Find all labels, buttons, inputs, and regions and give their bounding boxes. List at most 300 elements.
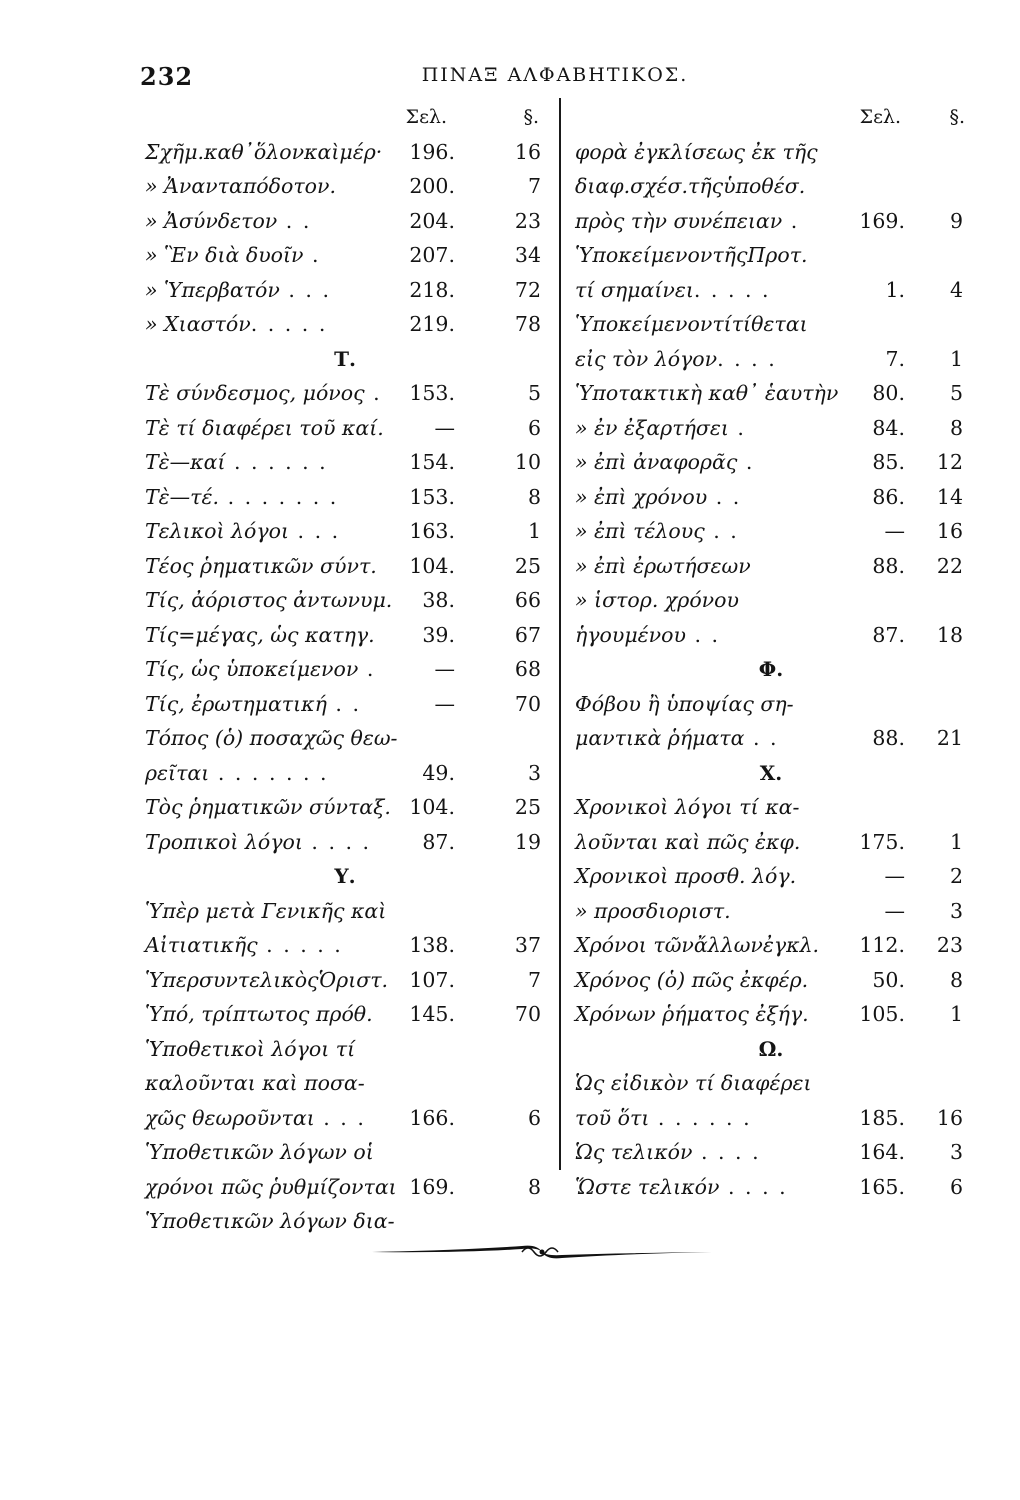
index-entry — [575, 307, 967, 342]
entry-term — [145, 238, 321, 273]
index-entry — [575, 273, 967, 308]
letter-heading-text: Χ. — [759, 760, 783, 785]
index-entry — [575, 445, 967, 480]
entry-section: 72 — [514, 277, 541, 302]
index-entry — [575, 1135, 967, 1170]
index-entry — [575, 618, 967, 653]
entry-page: 50. — [872, 967, 905, 992]
entry-term-text: » Ἀνανταπόδοτον. — [145, 174, 336, 198]
entry-term — [145, 169, 336, 204]
entry-term — [575, 790, 799, 825]
index-entry — [575, 583, 967, 618]
entry-section: 7 — [527, 174, 541, 198]
entry-section: 21 — [936, 726, 963, 750]
entry-section: 68 — [514, 657, 541, 681]
entry-page: 164. — [859, 1140, 905, 1164]
left-column-heading — [145, 100, 545, 135]
entry-term-text: Ὑπὲρ μετὰ Γενικῆς καὶ — [145, 898, 387, 923]
entry-section: 78 — [514, 312, 541, 336]
entry-term-text: Χρονικοὶ προσθ. λόγ. — [575, 864, 797, 888]
entry-term — [575, 204, 799, 239]
leader-dots: . . . . — [719, 1174, 788, 1199]
entry-section: 8 — [527, 1174, 541, 1199]
entry-term-text: » Χιαστόν — [145, 312, 251, 336]
entry-term — [145, 687, 361, 722]
entry-section: 25 — [514, 553, 541, 578]
entry-section: 70 — [514, 691, 541, 716]
entry-term — [145, 1066, 365, 1101]
entry-page: 169. — [859, 208, 905, 233]
index-entry — [145, 411, 545, 446]
index-entry — [145, 825, 545, 860]
index-entry — [575, 342, 967, 377]
entry-section: 1 — [527, 519, 541, 543]
entry-page: — — [434, 415, 455, 440]
index-entry — [575, 238, 967, 273]
entry-page: — — [884, 864, 905, 888]
index-entry — [575, 1066, 967, 1101]
entry-term — [145, 549, 377, 584]
index-entry — [145, 135, 545, 170]
entry-term-text: φορὰ ἐγκλίσεως ἐκ τῆς — [575, 139, 818, 164]
leader-dots: . — [364, 381, 382, 405]
entry-term-text: διαφ.σχέσ.τῆςὑποθέσ. — [575, 174, 806, 198]
entry-page: 38. — [422, 588, 455, 612]
entry-term-text: Χρόνων ῥήματος ἐξήγ. — [575, 1002, 809, 1026]
entry-section: 70 — [514, 1002, 541, 1026]
page-header — [140, 62, 970, 98]
entry-term-text: Ὑποτακτικὴ καθ᾽ ἑαυτὴν — [575, 381, 839, 405]
entry-term — [575, 859, 796, 894]
entry-section: 8 — [949, 415, 963, 440]
index-entry — [145, 997, 545, 1032]
entry-term-text: Ὥστε τελικόν — [575, 1174, 720, 1199]
entry-section: 19 — [514, 829, 541, 854]
entry-term — [145, 790, 391, 825]
entry-section: 67 — [514, 622, 541, 647]
entry-page: 39. — [422, 622, 455, 647]
entry-section: 9 — [949, 208, 963, 233]
leader-dots: . . . . . — [693, 277, 771, 302]
entry-term-text: » προσδιοριστ. — [575, 898, 731, 923]
leader-dots: . . . . . — [257, 933, 343, 957]
letter-heading — [575, 756, 967, 791]
index-entry — [575, 169, 967, 204]
entry-page: 163. — [409, 519, 455, 543]
index-entry — [575, 376, 967, 411]
entry-term — [575, 1135, 761, 1170]
entry-page: 169. — [409, 1174, 455, 1199]
entry-term — [145, 1170, 397, 1205]
entry-term-text: » ἐπὶ ἐρωτήσεων — [575, 553, 751, 578]
entry-term — [575, 445, 754, 480]
entry-term-text: Τελικοὶ λόγοι — [145, 519, 290, 543]
index-entry — [575, 721, 967, 756]
entry-term — [575, 721, 779, 756]
leader-dots: . . . . — [302, 829, 372, 854]
entry-section: 12 — [936, 450, 963, 474]
entry-section: 1 — [949, 346, 963, 371]
entry-page: 1. — [885, 277, 905, 302]
entry-term — [145, 445, 328, 480]
entry-term-text: Τὲ σύνδεσμος, μόνος — [145, 381, 365, 405]
index-entry — [145, 583, 545, 618]
section-heading: §. — [949, 106, 965, 128]
index-entry — [145, 721, 545, 756]
entry-page: 49. — [422, 760, 455, 785]
index-entry — [575, 997, 967, 1032]
entry-term — [575, 514, 739, 549]
entry-term-text: εἰς τὸν λόγον — [575, 346, 718, 371]
right-column — [575, 100, 967, 1204]
entry-term-text: Χρόνος (ὁ) πῶς ἐκφέρ. — [575, 967, 809, 992]
entry-term-text: Τὲ—καί — [145, 450, 226, 474]
entry-term — [145, 307, 327, 342]
entry-term-text: ρεῖται — [145, 760, 210, 785]
entry-page: 87. — [422, 829, 455, 854]
index-entry — [145, 204, 545, 239]
leader-dots: . . . . — [717, 346, 777, 371]
entry-section: 4 — [949, 277, 963, 302]
entry-page: 145. — [409, 1002, 455, 1026]
entry-term-text: » ἐπὶ τέλους — [575, 519, 705, 543]
entry-term — [575, 342, 777, 377]
entry-page: 185. — [859, 1105, 905, 1130]
entry-section: 18 — [936, 622, 963, 647]
index-entry — [575, 135, 967, 170]
entry-term-text: μαντικὰ ῥήματα — [575, 726, 745, 750]
entry-term — [575, 238, 808, 273]
index-entry — [145, 169, 545, 204]
entry-term-text: » ἱστορ. χρόνου — [575, 588, 739, 612]
entry-term-text: ὙποκείμενοντῆςΠροτ. — [575, 243, 808, 267]
letter-heading — [575, 652, 967, 687]
leader-dots: . . . . . . . — [219, 484, 339, 509]
entry-term — [145, 480, 338, 515]
entry-page: 86. — [872, 484, 905, 509]
entry-term-text: πρὸς τὴν συνέπειαν — [575, 208, 783, 233]
index-entry — [145, 1066, 545, 1101]
index-entry — [575, 480, 967, 515]
entry-term-text: Τόπος (ὁ) ποσαχῶς θεω- — [145, 726, 398, 750]
entry-term — [575, 825, 800, 860]
entry-section: 6 — [527, 415, 541, 440]
leader-dots: . . . . . . — [649, 1105, 752, 1130]
entry-term — [575, 549, 751, 584]
leader-dots: . . — [326, 691, 361, 716]
entry-section: 22 — [936, 553, 963, 578]
running-title: ΠΙΝΑΞ ΑΛΦΑΒΗΤΙΚΟΣ. — [421, 64, 689, 86]
leader-dots: . . . — [314, 1105, 366, 1130]
letter-heading-text: Φ. — [758, 657, 784, 681]
entry-term — [575, 480, 741, 515]
index-entry — [145, 273, 545, 308]
entry-page: 200. — [409, 174, 455, 198]
entry-term-text: Τίς, ἐρωτηματική — [145, 691, 327, 716]
entry-section: 16 — [936, 519, 963, 543]
entry-term — [575, 1170, 788, 1205]
entry-term — [145, 1032, 355, 1067]
entry-page: 84. — [872, 415, 905, 440]
index-entry — [145, 894, 545, 929]
entry-term — [575, 997, 809, 1032]
entry-page: — — [434, 657, 455, 681]
leader-dots: . — [358, 657, 376, 681]
entry-page: 153. — [409, 484, 455, 509]
index-entry — [575, 514, 967, 549]
entry-section: 16 — [514, 139, 541, 164]
index-entry — [145, 445, 545, 480]
entry-term-text: Ὑπό, τρίπτωτος πρόθ. — [145, 1002, 373, 1026]
entry-term — [145, 997, 373, 1032]
entry-term-text: Τὲ τί διαφέρει τοῦ καί. — [145, 415, 384, 440]
entry-term-text: Ὡς εἰδικὸν τί διαφέρει — [575, 1071, 812, 1095]
entry-page: 154. — [409, 450, 455, 474]
index-entry — [145, 480, 545, 515]
entry-page: 219. — [409, 312, 455, 336]
entry-term — [575, 411, 746, 446]
entry-term-text: λοῦνται καὶ πῶς ἐκφ. — [575, 829, 801, 854]
entry-section: 25 — [514, 795, 541, 819]
index-entry — [575, 1101, 967, 1136]
entry-term — [575, 687, 794, 722]
entry-page: 7. — [885, 346, 905, 371]
letter-heading — [145, 342, 545, 377]
letter-heading — [145, 859, 545, 894]
entry-page: 88. — [872, 726, 905, 750]
entry-term-text: ἡγουμένου — [575, 622, 686, 647]
entry-term — [145, 514, 340, 549]
index-entry — [575, 411, 967, 446]
entry-term-text: ὙπερσυντελικὸςὉριστ. — [145, 967, 389, 992]
entry-term-text: Τίς, ἀόριστος ἀντωνυμ. — [145, 588, 393, 612]
entry-section: 1 — [949, 829, 963, 854]
column-divider — [559, 98, 561, 1170]
leader-dots: . . . . . . — [225, 450, 328, 474]
index-entry — [575, 859, 967, 894]
entry-term-text: Τίς=μέγας, ὡς κατηγ. — [145, 622, 375, 647]
entry-term-text: Τὸς ῥηματικῶν σύνταξ. — [145, 795, 391, 819]
entry-term — [575, 583, 739, 618]
index-entry — [575, 928, 967, 963]
entry-section: 6 — [949, 1174, 963, 1199]
entry-section: 14 — [936, 484, 963, 509]
entry-section: 2 — [949, 864, 963, 888]
entry-term — [145, 825, 371, 860]
index-entry — [145, 652, 545, 687]
entry-section: 16 — [936, 1105, 963, 1130]
entry-term-text: » Ἀσύνδετον — [145, 208, 278, 233]
index-entry — [575, 204, 967, 239]
entry-term-text: Αἰτιατικῆς — [145, 933, 258, 957]
entry-page: 165. — [859, 1174, 905, 1199]
entry-term-text: Ὑποθετικῶν λόγων δια- — [145, 1209, 395, 1233]
entry-term — [575, 273, 771, 308]
entry-term-text: » Ὑπερβατόν — [145, 277, 280, 302]
entry-term — [145, 273, 331, 308]
entry-term-text: Φόβου ἢ ὑποψίας ση- — [575, 691, 794, 716]
entry-term-text: τί σημαίνει — [575, 277, 694, 302]
entry-term — [145, 928, 343, 963]
entry-term-text: » ἐπὶ ἀναφορᾶς — [575, 450, 738, 474]
leader-dots: . . — [704, 519, 739, 543]
entry-page: 80. — [872, 381, 905, 405]
entry-term-text: Τέος ῥηματικῶν σύντ. — [145, 553, 377, 578]
entry-term — [575, 1101, 752, 1136]
entry-term — [145, 135, 382, 170]
leader-dots: . . . — [289, 519, 341, 543]
entry-term-text: Ὑποθετικοὶ λόγοι τί — [145, 1036, 356, 1061]
entry-section: 8 — [527, 484, 541, 509]
entry-page: 88. — [872, 553, 905, 578]
entry-page: 196. — [409, 139, 455, 164]
entry-section: 5 — [527, 381, 541, 405]
index-entry — [145, 549, 545, 584]
index-entry — [145, 618, 545, 653]
entry-term — [575, 135, 818, 170]
index-entry — [575, 1170, 967, 1205]
leader-dots: . . — [277, 208, 312, 233]
entry-term — [145, 618, 375, 653]
entry-term — [575, 894, 731, 929]
entry-term-text: Σχῆμ.καθ᾽ὅλονκαὶμέρ· — [145, 139, 383, 164]
page-number: 232 — [140, 62, 194, 91]
entry-term-text: Τροπικοὶ λόγοι — [145, 829, 303, 854]
index-entry — [145, 514, 545, 549]
leader-dots: . — [728, 415, 746, 440]
index-entry — [145, 307, 545, 342]
entry-term — [145, 963, 388, 998]
index-entry — [145, 756, 545, 791]
entry-page: 204. — [409, 208, 455, 233]
entry-term — [575, 1066, 812, 1101]
index-entry — [145, 687, 545, 722]
entry-term — [145, 721, 397, 756]
entry-section: 23 — [936, 933, 963, 957]
page-heading: Σελ. — [405, 106, 447, 128]
entry-term-text: Τίς, ὡς ὑποκείμενον — [145, 657, 359, 681]
entry-term-text: Ὑποθετικῶν λόγων οἱ — [145, 1140, 374, 1164]
entry-term — [575, 307, 808, 342]
index-entry — [575, 790, 967, 825]
entry-page: 104. — [409, 553, 455, 578]
entry-term — [575, 618, 720, 653]
letter-heading-text: Ω. — [758, 1036, 784, 1061]
entry-page: 175. — [859, 829, 905, 854]
index-entry — [575, 825, 967, 860]
letter-heading-text: Τ. — [334, 346, 356, 371]
leader-dots: . — [303, 243, 321, 267]
entry-page: — — [884, 519, 905, 543]
entry-section: 34 — [514, 243, 541, 267]
index-entry — [145, 376, 545, 411]
entry-section: 7 — [527, 967, 541, 992]
entry-term — [145, 204, 311, 239]
entry-term — [145, 894, 386, 929]
entry-page: — — [434, 691, 455, 716]
entry-section: 6 — [527, 1105, 541, 1130]
leader-dots: . . — [685, 622, 721, 647]
index-entry — [575, 549, 967, 584]
entry-term-text: χῶς θεωροῦνται — [145, 1105, 315, 1130]
entry-term-text: » Ἓν διὰ δυοῖν — [145, 243, 304, 267]
leader-dots: . . — [707, 484, 742, 509]
index-entry — [145, 1135, 545, 1170]
entry-page: 112. — [859, 933, 905, 957]
entry-term-text: Ὑποκείμενοντίτίθεται — [575, 312, 808, 336]
entry-section: 23 — [514, 208, 541, 233]
entry-term-text: Τὲ—τέ. — [145, 484, 220, 509]
leader-dots: . — [737, 450, 755, 474]
leader-dots: . . . . . — [250, 312, 328, 336]
page-heading: Σελ. — [859, 106, 901, 128]
entry-page: 218. — [409, 277, 455, 302]
entry-term-text: » ἐπὶ χρόνου — [575, 484, 708, 509]
entry-term-text: τοῦ ὅτι — [575, 1105, 650, 1130]
ornament-rule — [372, 1234, 712, 1270]
entry-section: 8 — [949, 967, 963, 992]
right-column-heading — [575, 100, 967, 135]
entry-section: 1 — [949, 1002, 963, 1026]
entry-term-text: Χρονικοὶ λόγοι τί κα- — [575, 795, 800, 819]
entry-term — [575, 376, 838, 411]
letter-heading-text: Υ. — [334, 864, 356, 888]
entry-page: 107. — [409, 967, 455, 992]
index-entry — [575, 963, 967, 998]
entry-term-text: » ἐν ἐξαρτήσει — [575, 415, 729, 440]
entry-term — [145, 1101, 366, 1136]
entry-page: 105. — [859, 1002, 905, 1026]
index-entry — [575, 894, 967, 929]
index-entry — [145, 928, 545, 963]
entry-section: 37 — [514, 933, 541, 957]
entry-page: 87. — [872, 622, 905, 647]
entry-term — [145, 583, 392, 618]
entry-term — [145, 411, 384, 446]
index-entry — [145, 1101, 545, 1136]
index-entry — [145, 238, 545, 273]
entry-term-text: χρόνοι πῶς ῥυθμίζονται — [145, 1174, 397, 1199]
index-entry — [145, 1032, 545, 1067]
entry-term — [145, 756, 329, 791]
index-entry — [575, 687, 967, 722]
leader-dots: . . . . . . . — [209, 760, 329, 785]
leader-dots: . . . — [279, 277, 331, 302]
entry-page: 166. — [409, 1105, 455, 1130]
entry-page: 85. — [872, 450, 905, 474]
left-column — [145, 100, 545, 1239]
entry-term — [145, 376, 382, 411]
entry-page: 153. — [409, 381, 455, 405]
entry-page: 104. — [409, 795, 455, 819]
entry-term-text: Ὡς τελικόν — [575, 1140, 693, 1164]
index-entry — [145, 1170, 545, 1205]
letter-heading — [575, 1032, 967, 1067]
leader-dots: . — [782, 208, 800, 233]
entry-term-text: καλοῦνται καὶ ποσα- — [145, 1071, 365, 1095]
entry-term — [575, 928, 819, 963]
entry-section: 10 — [514, 450, 541, 474]
entry-section: 3 — [949, 1140, 963, 1164]
entry-section: 3 — [949, 898, 963, 923]
entry-term — [575, 169, 805, 204]
entry-term — [145, 1204, 395, 1239]
entry-page: — — [884, 898, 905, 923]
leader-dots: . . — [744, 726, 779, 750]
leader-dots: . . . . — [692, 1140, 761, 1164]
entry-section: 5 — [949, 381, 963, 405]
index-entry — [145, 790, 545, 825]
